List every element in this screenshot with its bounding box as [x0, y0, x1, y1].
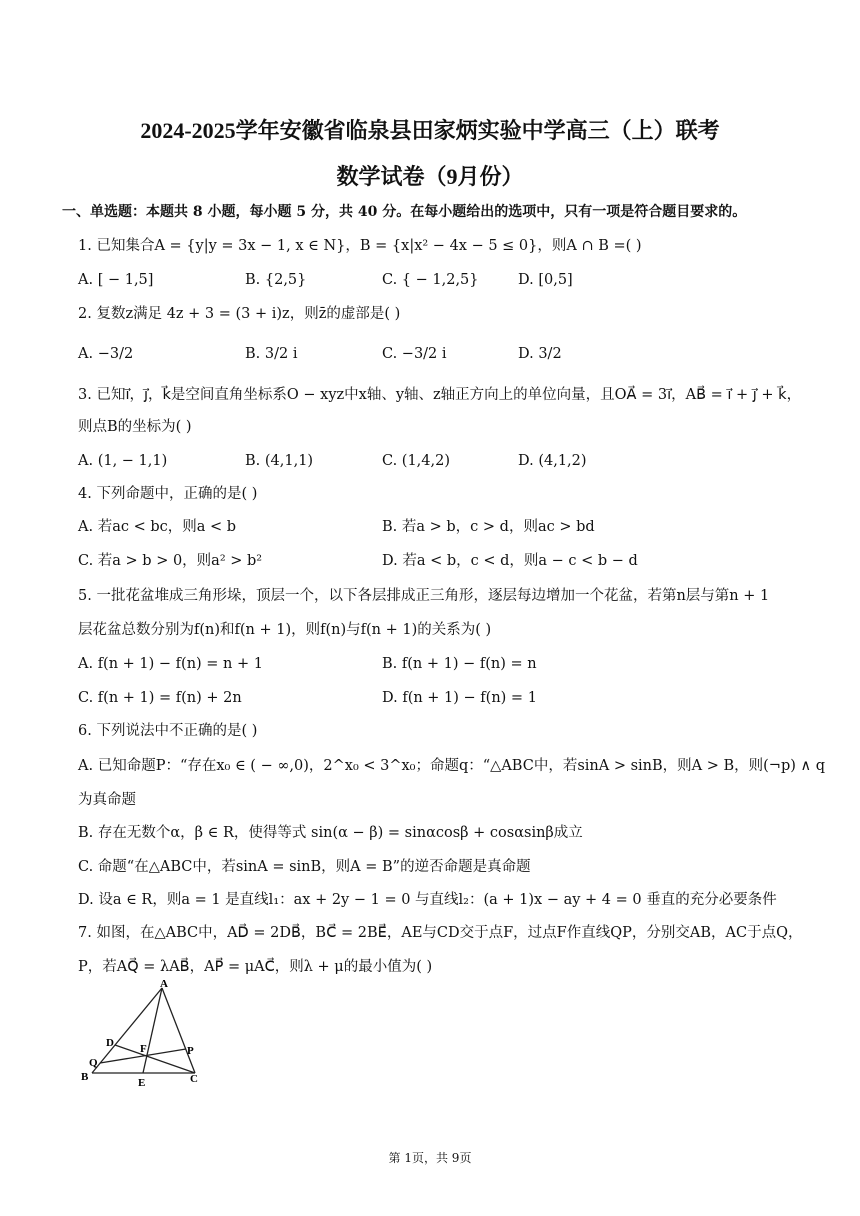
q3-option-a: A. (1, − 1,1) [78, 453, 168, 469]
question-1-stem: 1. 已知集合A = {y|y = 3x − 1, x ∈ N}，B = {x|x² − 4x − 5 ≤ 0}，则A ∩ B =( ) [78, 238, 642, 254]
question-3-stem-line1: 3. 已知i⃗，j⃗，k⃗是空间直角坐标系O − xyz中x轴、y轴、z轴正方向上的单位向量，且OA⃗ = 3i⃗，AB⃗ = i⃗ + j⃗ + k⃗， [78, 387, 802, 403]
label-a: A [160, 978, 168, 990]
question-5-stem-line2: 层花盆总数分别为f(n)和f(n + 1)，则f(n)与f(n + 1)的关系为( ) [78, 622, 492, 638]
segment-ac [162, 988, 195, 1073]
q5-option-b: B. f(n + 1) − f(n) = n [382, 656, 537, 672]
label-q: Q [89, 1057, 98, 1069]
q6-option-a: A. 已知命题P：“存在x₀ ∈ ( − ∞,0)，2^x₀ < 3^x₀；命题q：“△ABC中，若sinA > sinB，则A > B，则(¬p) ∧ q [78, 758, 826, 774]
q3-option-d: D. (4,1,2) [518, 453, 587, 469]
q6-option-b: B. 存在无数个α，β ∈ R，使得等式 sin(α − β) = sinαcosβ + cosαsinβ成立 [78, 825, 583, 841]
q4-option-d: D. 若a < b，c < d，则a − c < b − d [382, 553, 638, 569]
label-c: C [190, 1073, 198, 1085]
q4-option-b: B. 若a > b，c > d，则ac > bd [382, 519, 595, 535]
q2-option-b: B. 3/2 i [245, 346, 298, 362]
q3-option-c: C. (1,4,2) [382, 453, 451, 469]
question-4-stem: 4. 下列命题中，正确的是( ) [78, 486, 258, 502]
label-f: F [140, 1043, 147, 1055]
question-6-stem: 6. 下列说法中不正确的是( ) [78, 723, 258, 739]
q1-option-a: A. [ − 1,5] [78, 272, 154, 288]
q5-option-c: C. f(n + 1) = f(n) + 2n [78, 690, 242, 706]
question-5-stem-line1: 5. 一批花盆堆成三角形垛，顶层一个，以下各层排成正三角形，逐层每边增加一个花盆，若第n层与第n + 1 [78, 588, 770, 604]
q3-option-b: B. (4,1,1) [245, 453, 314, 469]
q6-option-d: D. 设a ∈ R，则a = 1 是直线l₁：ax + 2y − 1 = 0 与直线l₂：(a + 1)x − ay + 4 = 0 垂直的充分必要条件 [78, 892, 777, 908]
question-7-stem-line2: P，若AQ⃗ = λAB⃗，AP⃗ = μAC⃗，则λ + μ的最小值为( ) [78, 959, 433, 975]
label-p: P [187, 1045, 194, 1057]
q2-option-c: C. −3/2 i [382, 346, 447, 362]
label-d: D [106, 1037, 114, 1049]
exam-title: 2024-2025学年安徽省临泉县田家炳实验中学高三（上）联考 [140, 118, 720, 143]
q2-option-a: A. −3/2 [78, 346, 134, 362]
q6-option-c: C. 命题“在△ABC中，若sinA = sinB，则A = B”的逆否命题是真命题 [78, 859, 531, 875]
q1-option-d: D. [0,5] [518, 272, 573, 288]
q1-option-b: B. {2,5} [245, 272, 307, 288]
label-b: B [81, 1071, 89, 1083]
question-7-stem-line1: 7. 如图，在△ABC中，AD⃗ = 2DB⃗，BC⃗ = 2BE⃗，AE与CD交于点F，过点F作直线QP，分别交AB，AC于点Q， [78, 925, 803, 941]
triangle-figure [80, 978, 210, 1090]
section-heading: 一、单选题：本题共 8 小题，每小题 5 分，共 40 分。在每小题给出的选项中，只有一项是符合题目要求的。 [62, 204, 747, 220]
q4-option-a: A. 若ac < bc，则a < b [78, 519, 237, 535]
page-footer: 第 1页，共 9页 [388, 1151, 472, 1165]
q4-option-c: C. 若a > b > 0，则a² > b² [78, 553, 263, 569]
segment-ab [92, 988, 162, 1073]
q5-option-a: A. f(n + 1) − f(n) = n + 1 [78, 656, 263, 672]
exam-subtitle: 数学试卷（9月份） [336, 164, 524, 189]
q6-option-a-cont: 为真命题 [78, 792, 136, 808]
q1-option-c: C. { − 1,2,5} [382, 272, 479, 288]
label-e: E [138, 1077, 146, 1089]
question-2-stem: 2. 复数z满足 4z + 3 = (3 + i)z，则z̄的虚部是( ) [78, 306, 401, 322]
q5-option-d: D. f(n + 1) − f(n) = 1 [382, 690, 537, 706]
question-3-stem-line2: 则点B的坐标为( ) [78, 419, 192, 435]
q2-option-d: D. 3/2 [518, 346, 562, 362]
